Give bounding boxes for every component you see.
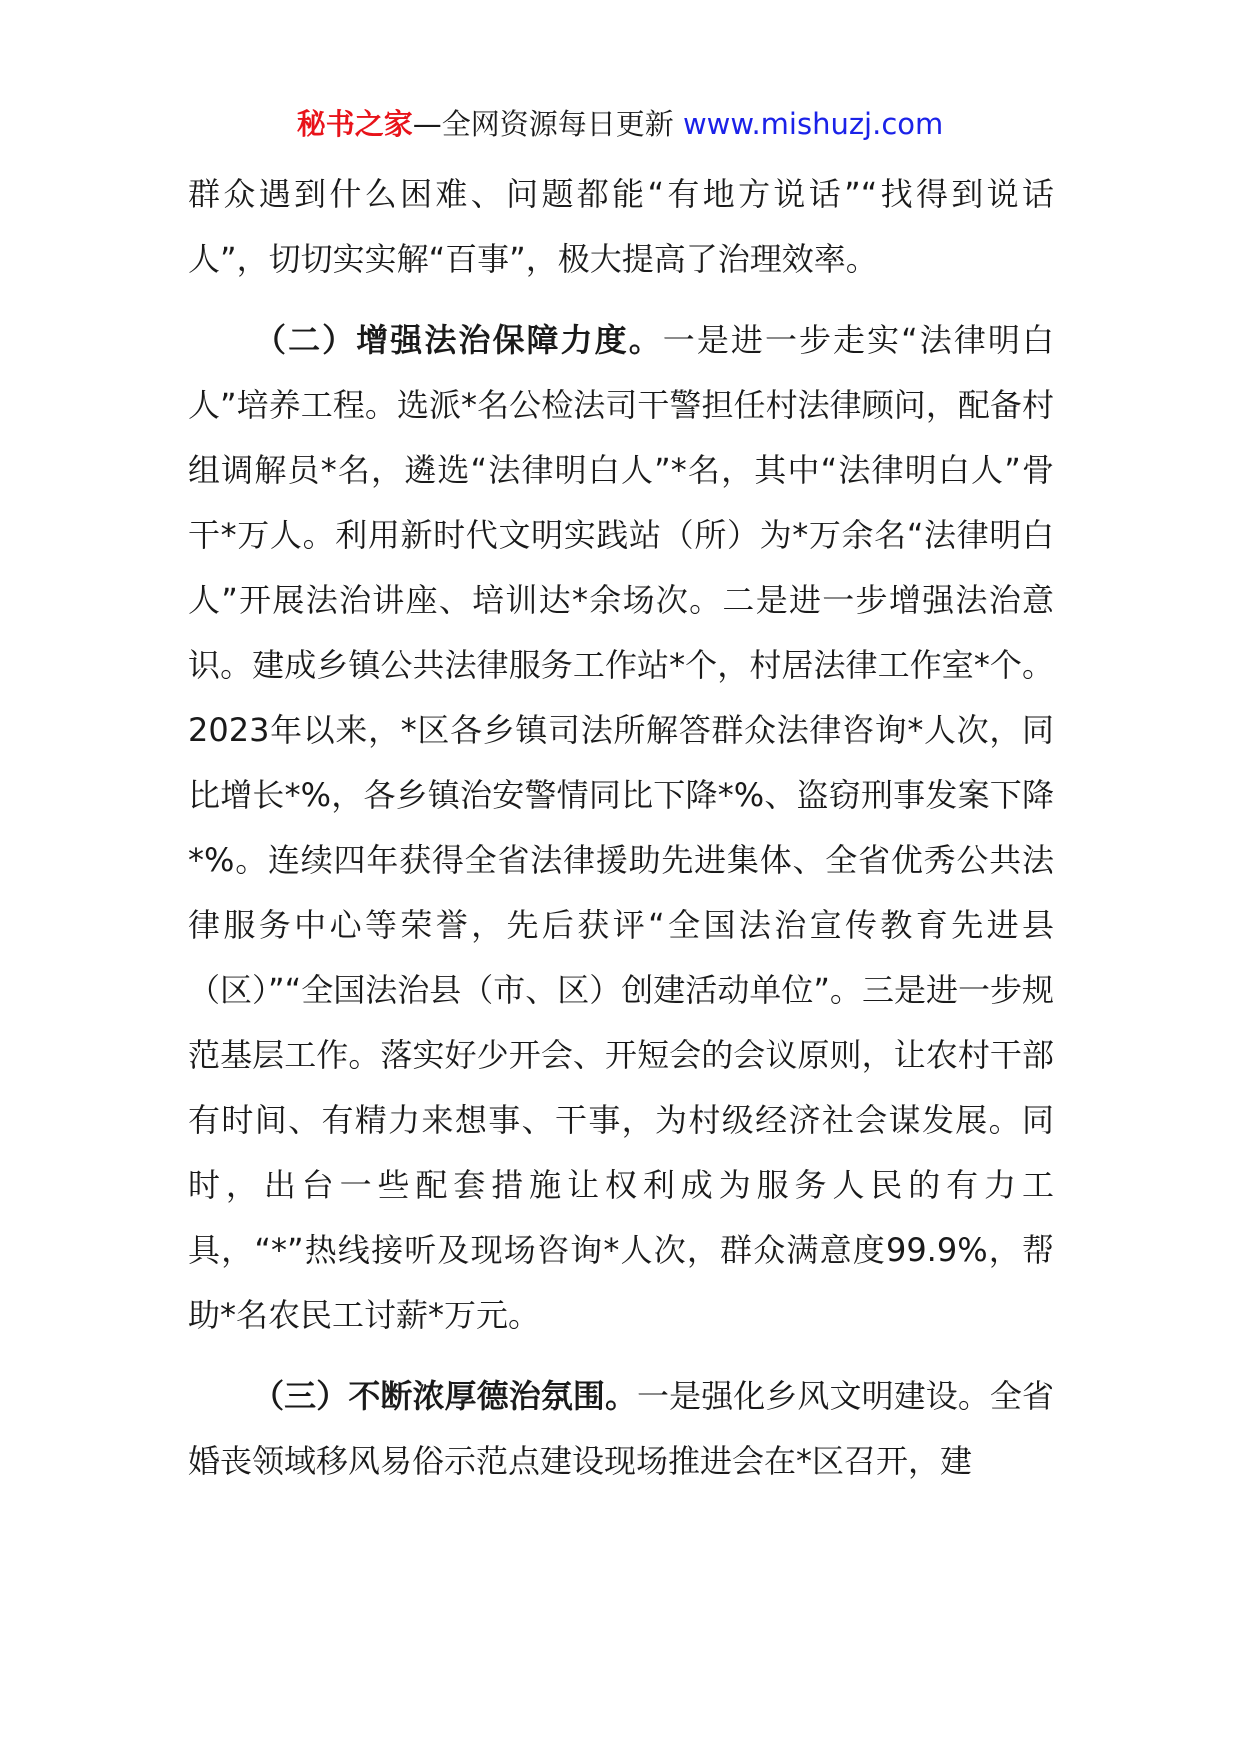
page-header: [0, 100, 1240, 148]
header-tagline: —全网资源每日更新: [412, 107, 683, 141]
paragraph-rule-of-law: [188, 308, 1054, 1348]
paragraph-text: 群众遇到什么困难、问题都能“有地方说话”“找得到说话人”，切切实实解“百事”，极大提高了治理效率。: [188, 175, 1054, 278]
paragraph-text: 一是强化乡风文明建设。全省婚丧领域移风易俗示范点建设现场推进会在*区召开，建: [188, 1377, 1054, 1480]
document-body: [188, 162, 1054, 1494]
section-heading-2: （二）增强法治保障力度。: [252, 321, 663, 359]
paragraph-continuation: [188, 162, 1054, 292]
paragraph-text: 一是进一步走实“法律明白人”培养工程。选派*名公检法司干警担任村法律顾问，配备村组调解员*名，遴选“法律明白人”*名，其中“法律明白人”骨干*万人。利用新时代文明实践站（所）为*万余名“法律明白人”开展法治讲座、培训达*余场次。二是进一步增强法治意识。建成乡镇公共法律服务工作站*个，村居法律工作室*个。2023年以来，*区各乡镇司法所解答群众法律咨询*人次，同比增长*%，各乡镇治安警情同比下降*%、盗窃刑事发案下降*%。连续四年获得全省法律援助先进集体、全省优秀公共法律服务中心等荣誉，先后获评“全国法治宣传教育先进县（区）”“全国法治县（市、区）创建活动单位”。三是进一步规范基层工作。落实好少开会、开短会的会议原则，让农村干部有时间、有精力来想事、干事，为村级经济社会谋发展。同时，出台一些配套措施让权利成为服务人民的有力工具，“*”热线接听及现场咨询*人次，群众满意度99.9%，帮助*名农民工讨薪*万元。: [188, 321, 1054, 1334]
section-heading-3: （三）不断浓厚德治氛围。: [252, 1377, 638, 1415]
brand-name: 秘书之家: [296, 107, 413, 141]
site-url-link[interactable]: www.mishuzj.com: [682, 107, 944, 141]
paragraph-moral-governance: [188, 1364, 1054, 1494]
